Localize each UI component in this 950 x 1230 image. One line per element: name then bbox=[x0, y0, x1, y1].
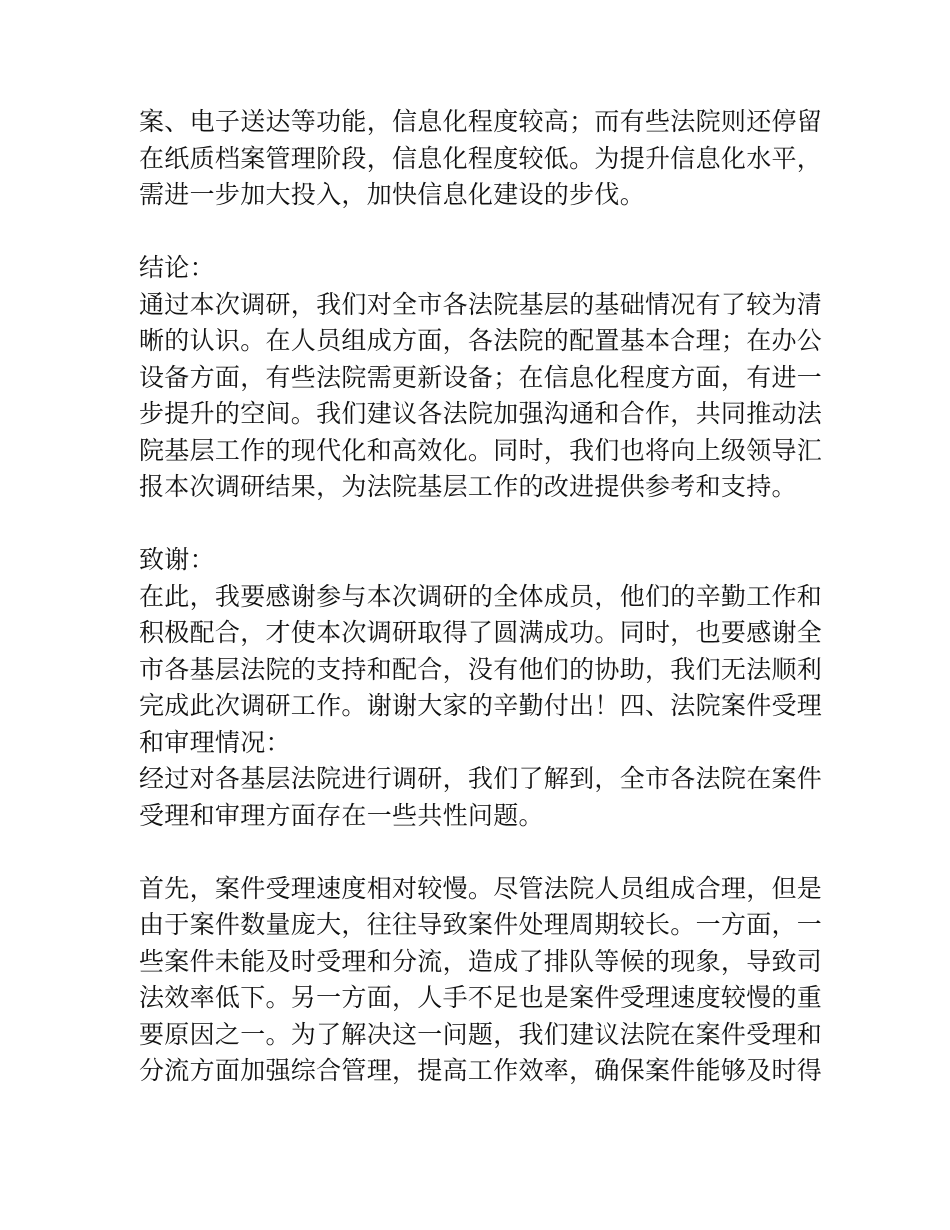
text-line: 在纸质档案管理阶段，信息化程度较低。为提升信息化水平， bbox=[139, 143, 823, 173]
text-line: 由于案件数量庞大，往往导致案件处理周期较长。一方面，一 bbox=[139, 910, 823, 939]
blank-line bbox=[139, 214, 819, 251]
text-line: 市各基层法院的支持和配合，没有他们的协助，我们无法顺利 bbox=[139, 654, 823, 684]
text-line: 晰的认识。在人员组成方面，各法院的配置基本合理；在办公 bbox=[139, 326, 823, 355]
text-line: 设备方面，有些法院需更新设备；在信息化程度方面，有进一 bbox=[139, 362, 823, 392]
blank-line bbox=[139, 506, 819, 543]
blank-line bbox=[139, 834, 819, 871]
section-heading-conclusion: 结论： bbox=[139, 253, 215, 282]
text-line: 和审理情况： bbox=[139, 727, 291, 757]
text-line: 要原因之一。为了解决这一问题，我们建议法院在案件受理和 bbox=[139, 1019, 823, 1049]
text-line: 案、电子送达等功能，信息化程度较高；而有些法院则还停留 bbox=[139, 107, 823, 136]
text-line: 通过本次调研，我们对全市各法院基层的基础情况有了较为清 bbox=[139, 289, 823, 319]
text-line: 需进一步加大投入，加快信息化建设的步伐。 bbox=[139, 180, 646, 209]
text-line: 受理和审理方面存在一些共性问题。 bbox=[139, 800, 544, 830]
text-line: 首先，案件受理速度相对较慢。尽管法院人员组成合理，但是 bbox=[139, 873, 823, 903]
document-page bbox=[139, 104, 823, 1090]
text-line: 积极配合，才使本次调研取得了圆满成功。同时，也要感谢全 bbox=[139, 618, 823, 647]
text-line: 法效率低下。另一方面，人手不足也是案件受理速度较慢的重 bbox=[139, 983, 823, 1012]
text-line: 些案件未能及时受理和分流，造成了排队等候的现象，导致司 bbox=[139, 946, 823, 976]
text-line: 分流方面加强综合管理，提高工作效率，确保案件能够及时得 bbox=[139, 1056, 823, 1085]
text-line: 经过对各基层法院进行调研，我们了解到，全市各法院在案件 bbox=[139, 764, 823, 793]
text-line: 步提升的空间。我们建议各法院加强沟通和合作，共同推动法 bbox=[139, 399, 823, 428]
text-line: 报本次调研结果，为法院基层工作的改进提供参考和支持。 bbox=[139, 472, 797, 501]
text-line: 在此，我要感谢参与本次调研的全体成员，他们的辛勤工作和 bbox=[139, 581, 823, 611]
text-line: 完成此次调研工作。谢谢大家的辛勤付出！四、法院案件受理 bbox=[139, 691, 823, 720]
text-line: 院基层工作的现代化和高效化。同时，我们也将向上级领导汇 bbox=[139, 435, 823, 465]
section-heading-acknowledgement: 致谢： bbox=[139, 545, 215, 574]
